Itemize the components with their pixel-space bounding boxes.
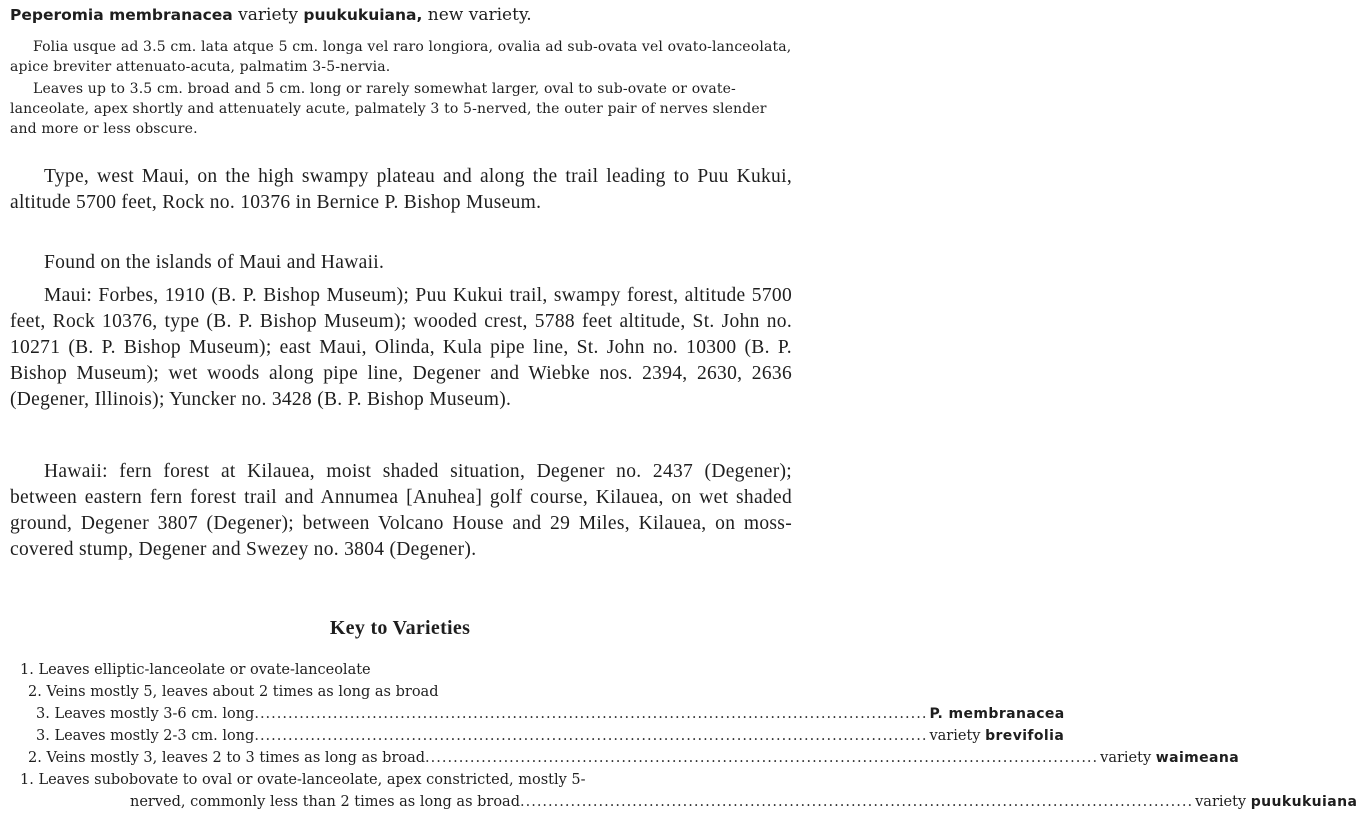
key-line-6 [20, 769, 796, 791]
variety-name: puukukuiana, [303, 6, 423, 24]
species-heading [10, 4, 532, 26]
key-result [929, 725, 1064, 747]
key-line-text: 1. Leaves elliptic-lanceolate or ovate-lanceolate [20, 662, 371, 678]
hawaii-specimens-paragraph: Hawaii: fern forest at Kilauea, moist shaded situation, Degener no. 2437 (Degener); between eastern fern forest trail and Annumea [Anuhea] golf course, Kilauea, on wet shaded ground, Degener 3807 (Degener); between Volcano House and 29 Miles, Kilauea, on moss-covered stump, Degener and Swezey no. 3804 (Degener). [10, 461, 792, 560]
type-paragraph: Type, west Maui, on the high swampy plateau and along the trail leading to Puu Kukui, altitude 5700 feet, Rock no. 10376 in Bernice P. Bishop Museum. [10, 166, 792, 213]
key-title: Key to Varieties [329, 617, 471, 639]
key-line-text: 3. Leaves mostly 2-3 cm. long [36, 728, 255, 744]
key-line-5 [28, 747, 1240, 769]
key-result [1195, 791, 1357, 813]
maui-specimens-paragraph: Maui: Forbes, 1910 (B. P. Bishop Museum); Puu Kukui trail, swampy forest, altitude 5700 feet, Rock 10376, type (B. P. Bishop Museum); wooded crest, 5788 feet altitude, St. John no. 10271 (B. P. Bishop Museum); east Maui, Olinda, Kula pipe line, St. John no. 10300 (B. P. Bishop Museum); wet woods along pipe line, Degener and Wiebke nos. 2394, 2630, 2636 (Degener, Illinois); Yuncker no. 3428 (B. P. Bishop Museum). [10, 285, 792, 410]
heading-suffix: new variety. [422, 5, 532, 25]
heading-variety-word: variety [232, 5, 304, 25]
key-line-text: 2. Veins mostly 5, leaves about 2 times as long as broad [28, 684, 439, 700]
result-taxon: puukukuiana [1250, 794, 1357, 810]
key-line-2 [28, 681, 796, 703]
key-line-text: 2. Veins mostly 3, leaves 2 to 3 times as long as broad [28, 750, 426, 766]
key-line-text: 3. Leaves mostly 3-6 cm. long [36, 706, 255, 722]
key-line-text: nerved, commonly less than 2 times as long as broad [130, 794, 520, 810]
result-rank: variety [1195, 794, 1251, 810]
key-line-text: 1. Leaves subobovate to oval or ovate-lanceolate, apex constricted, mostly 5- [20, 772, 586, 788]
key-line-1 [20, 659, 796, 681]
distribution-paragraph: Found on the islands of Maui and Hawaii. [44, 252, 385, 273]
leader-dots: ........................................................................................................................ [254, 706, 928, 722]
result-taxon: waimeana [1155, 750, 1240, 766]
species-name: Peperomia membranacea [10, 6, 233, 24]
leader-dots: ........................................................................................................................ [520, 794, 1194, 810]
key-line-3 [36, 703, 1065, 725]
english-description: Leaves up to 3.5 cm. broad and 5 cm. long or rarely somewhat larger, oval to sub-ovate or ovate-lanceolate, apex shortly and attenuately acute, palmately 3 to 5-nerved, the outer pair of nerves slender and more or less obscure. [10, 81, 767, 137]
key-line-4 [36, 725, 1065, 747]
result-taxon: brevifolia [985, 728, 1065, 744]
key-result [1100, 747, 1239, 769]
leader-dots: ........................................................................................................................ [254, 728, 928, 744]
leader-dots: ........................................................................................................................ [425, 750, 1099, 766]
key-line-7 [130, 791, 1357, 813]
latin-description: Folia usque ad 3.5 cm. lata atque 5 cm. longa vel raro longiora, ovalia ad sub-ovata vel ovato-lanceolata, apice breviter attenuato-acuta, palmatim 3-5-nervia. [10, 39, 792, 75]
result-rank: variety [929, 728, 986, 744]
result-taxon: P. membranacea [929, 706, 1065, 722]
key-result [929, 703, 1064, 725]
result-rank: variety [1100, 750, 1156, 766]
